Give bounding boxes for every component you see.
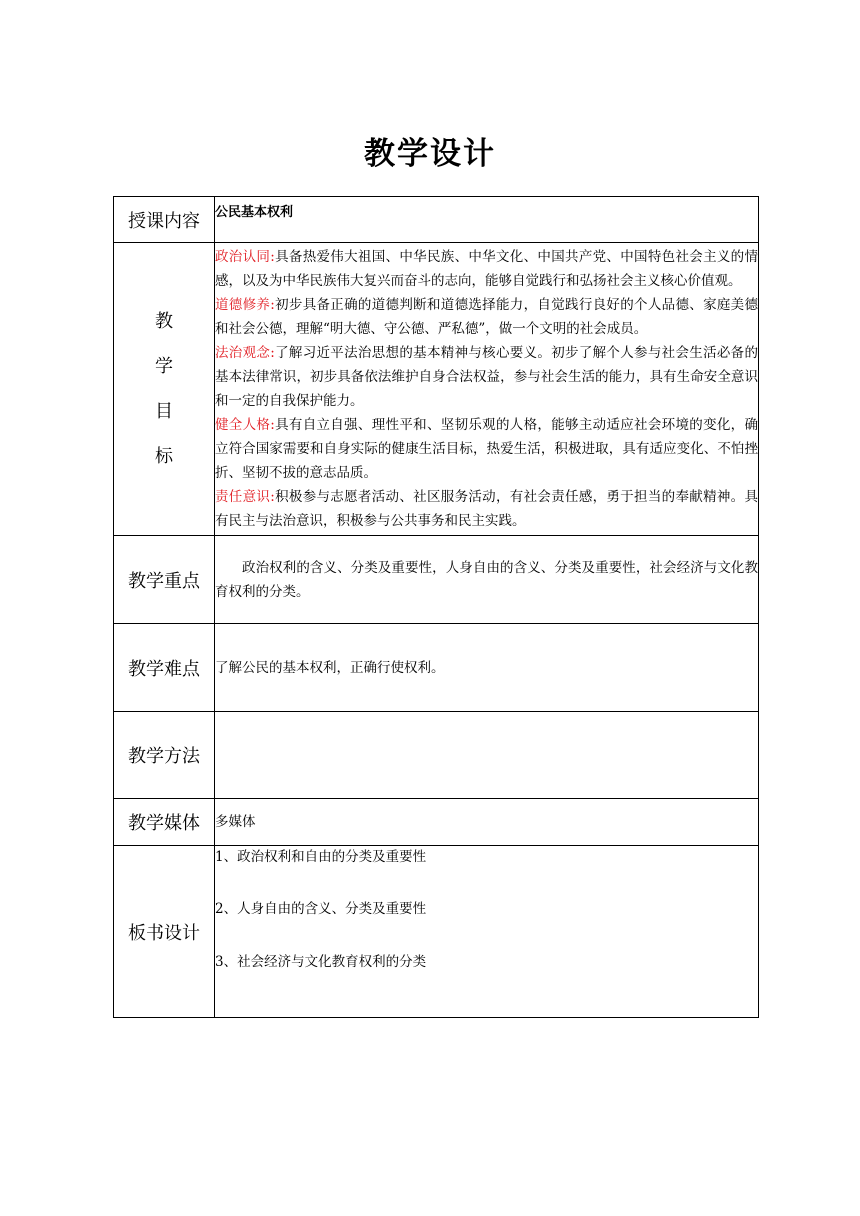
goal-label: 道德修养: — [215, 297, 275, 313]
goals-row — [114, 243, 759, 536]
goal-label: 责任意识: — [215, 489, 275, 505]
board-item: 1、政治权利和自由的分类及重要性 — [215, 849, 427, 865]
goal-text: 具有自立自强、理性平和、坚韧乐观的人格，能够主动适应社会环境的变化，确立符合国家需要和自身实际的健康生活目标，热爱生活，积极进取，具有适应变化、不怕挫折、坚韧不拔的意志品质。 — [215, 417, 758, 481]
subject-label: 授课内容 — [114, 197, 215, 243]
goals-content — [215, 243, 759, 536]
board-label: 板书设计 — [114, 846, 215, 1018]
subject-row — [114, 197, 759, 243]
subject-cell — [215, 197, 759, 243]
board-cell — [215, 846, 759, 1018]
board-item: 3、社会经济与文化教育权利的分类 — [215, 954, 427, 970]
goals-label-char: 目 — [155, 401, 173, 422]
goal-item-morality — [215, 293, 758, 341]
key-points-text: 政治权利的含义、分类及重要性，人身自由的含义、分类及重要性，社会经济与文化教育权利的分类。 — [215, 559, 758, 600]
goal-text: 初步具备正确的道德判断和道德选择能力，自觉践行良好的个人品德、家庭美德和社会公德，理解“明大德、守公德、严私德”，做一个文明的社会成员。 — [215, 297, 758, 337]
board-item: 2、人身自由的含义、分类及重要性 — [215, 901, 427, 917]
goal-item-political — [215, 245, 758, 293]
key-points-cell — [215, 536, 759, 624]
difficulties-row — [114, 624, 759, 712]
goals-label-char: 教 — [155, 311, 173, 332]
media-row — [114, 799, 759, 846]
goal-item-responsibility — [215, 485, 758, 533]
methods-cell — [215, 712, 759, 799]
difficulties-text: 了解公民的基本权利，正确行使权利。 — [215, 659, 445, 676]
goal-item-personality — [215, 413, 758, 485]
board-row — [114, 846, 759, 1018]
subject-value: 公民基本权利 — [215, 205, 294, 220]
difficulties-cell — [215, 624, 759, 712]
goal-text: 具备热爱伟大祖国、中华民族、中华文化、中国共产党、中国特色社会主义的情感，以及为中华民族伟大复兴而奋斗的志向，能够自觉践行和弘扬社会主义核心价值观。 — [215, 249, 758, 289]
goals-label — [114, 243, 215, 536]
goal-text: 积极参与志愿者活动、社区服务活动，有社会责任感，勇于担当的奉献精神。具有民主与法治意识，积极参与公共事务和民主实践。 — [215, 489, 758, 529]
media-value: 多媒体 — [215, 799, 759, 846]
goal-label: 健全人格: — [215, 417, 275, 433]
goals-label-char: 学 — [155, 356, 173, 377]
goals-label-char: 标 — [155, 446, 173, 467]
difficulties-label: 教学难点 — [114, 624, 215, 712]
goal-text: 了解习近平法治思想的基本精神与核心要义。初步了解个人参与社会生活必备的基本法律常识，初步具备依法维护自身合法权益，参与社会生活的能力，具有生命安全意识和一定的自我保护能力。 — [215, 345, 758, 409]
methods-label: 教学方法 — [114, 712, 215, 799]
goal-item-law — [215, 341, 758, 413]
key-points-label: 教学重点 — [114, 536, 215, 624]
media-label: 教学媒体 — [114, 799, 215, 846]
goal-label: 政治认同: — [215, 249, 275, 265]
page-title: 教学设计 — [364, 136, 496, 172]
lesson-plan-table — [113, 196, 759, 1018]
methods-row — [114, 712, 759, 799]
goal-label: 法治观念: — [215, 345, 275, 361]
key-points-row — [114, 536, 759, 624]
